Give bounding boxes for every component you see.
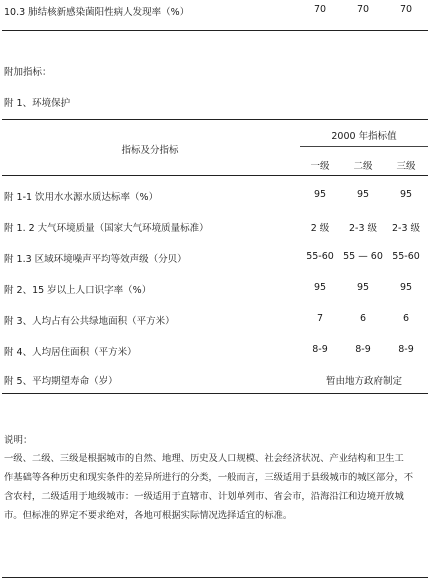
table-cell: 95 [356,189,370,200]
table-cell: 6 [359,313,367,324]
notes-line: 作基础等各种历史和现实条件的差异所进行的分类，一般而言，三级适用于县级城市的城区部分，不 [4,472,414,483]
table-merged-cell: 暂由地方政府制定 [325,376,402,387]
table-cell: 95 [399,282,413,293]
table-header-indicator: 指标及分指标 [121,145,179,156]
table-cell: 95 [313,282,327,293]
table-row-label: 附 2、15 岁以上人口识字率（%） [4,285,152,296]
table-cell: 95 [356,282,370,293]
table-cell: 8-9 [398,344,414,355]
table-cell: 55-60 [306,251,334,262]
top-row-label: 10.3 肺结核新感染菌阳性病人发现率（%） [4,7,190,18]
table-cell: 2-3 级 [348,223,378,234]
table-cell: 55 — 60 [343,251,383,262]
table-cell: 55-60 [392,251,420,262]
table-row-label: 附 1.3 区域环境噪声平均等效声级（分贝） [4,254,187,265]
table-cell: 2-3 级 [391,223,421,234]
notes-line: 含农村，二级适用于地级城市：一级适用于直辖市、计划单列市、省会市，沿海沿江和边境开放城 [4,491,404,502]
top-row-level2: 70 [356,4,370,15]
table-header-year: 2000 年指标值 [331,131,397,142]
table-row-label: 附 3、人均占有公共绿地面积（平方米） [4,316,175,327]
table-top-rule [2,119,428,120]
section-subtitle: 附 1、环境保护 [4,98,71,109]
table-row-label: 附 1. 2 大气环境质量（国家大气环境质量标准） [4,223,209,234]
table-cell: 95 [399,189,413,200]
table-cell: 6 [402,313,410,324]
table-row-label: 附 1-1 饮用水水源水质达标率（%） [4,192,159,203]
notes-line: 一级、二级、三级是根据城市的自然、地理、历史及人口规模、社会经济状况、产业结构和卫生工 [4,453,404,464]
page-bottom-rule [2,577,428,578]
notes-title: 说明： [4,435,33,446]
table-cell: 7 [316,313,324,324]
table-row-label: 附 4、人均居住面积（平方米） [4,347,137,358]
header-subrule [300,146,428,147]
table-bottom-rule [2,393,428,394]
section-title: 附加指标： [4,67,52,78]
table-cell: 8-9 [312,344,328,355]
top-row-level1: 70 [313,4,327,15]
notes-line: 市。但标准的界定不要求绝对，各地可根据实际情况选择适宜的标准。 [4,510,293,521]
divider [2,30,428,31]
header-level2: 二级 [353,161,373,172]
table-row-label: 附 5、平均期望寿命（岁） [4,376,118,387]
top-row-level3: 70 [399,4,413,15]
header-bottom-rule [2,175,428,176]
header-level3: 三级 [396,161,416,172]
table-cell: 95 [313,189,327,200]
header-level1: 一级 [310,161,330,172]
table-cell: 8-9 [355,344,371,355]
table-cell: 2 级 [310,223,330,234]
